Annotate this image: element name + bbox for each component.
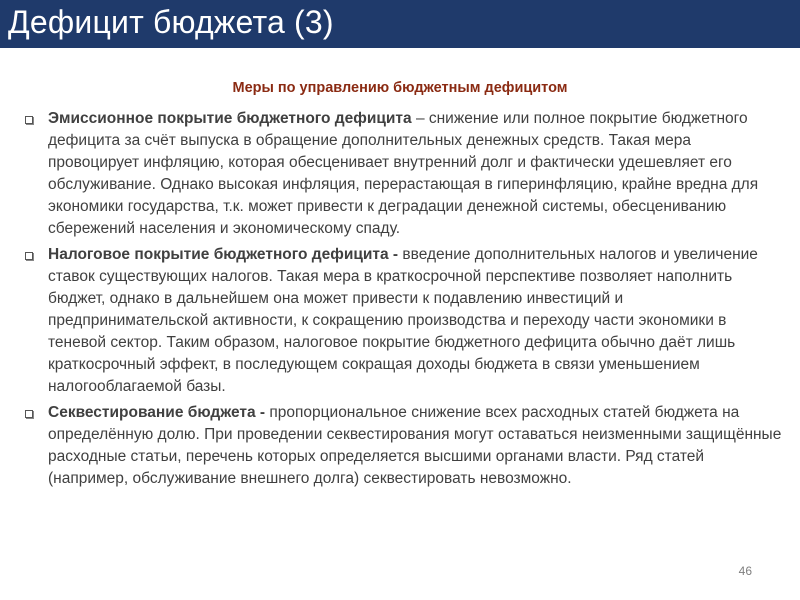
square-bullet-icon	[25, 116, 33, 124]
square-bullet-icon	[25, 410, 33, 418]
title-bar	[0, 0, 800, 48]
page-number: 46	[738, 564, 752, 578]
bullet-term: Налоговое покрытие бюджетного дефицита -	[48, 246, 399, 263]
slide-subtitle: Меры по управлению бюджетным дефицитом	[232, 80, 568, 96]
bullet-item-sequestration	[22, 402, 782, 490]
bullet-list	[22, 108, 782, 494]
bullet-text: – снижение или полное покрытие бюджетного дефицита за счёт выпуска в обращение дополнительных денежных средств. Такая мера провоцирует инфляцию, которая обесценивает внутренний долг и фактически удешевляет его обслуживание. Однако высокая инфляция, перерастающая в гиперинфляцию, крайне вредна для экономики государства, т.к. может привести к деградации денежной системы, обесцениванию сбережений населения и экономическому спаду.	[48, 110, 759, 237]
bullet-text: пропорциональное снижение всех расходных статей бюджета на определённую долю. При проведении секвестирования могут оставаться неизменными защищённые расходные статьи, перечень которых определяется высшими органами власти. Ряд статей (например, обслуживание внешнего долга) секвестировать невозможно.	[48, 404, 782, 487]
slide-title: Дефицит бюджета (3)	[8, 4, 334, 40]
bullet-term: Секвестирование бюджета -	[48, 404, 266, 421]
bullet-item-tax	[22, 244, 782, 398]
square-bullet-icon	[25, 252, 33, 260]
bullet-term: Эмиссионное покрытие бюджетного дефицита	[48, 110, 412, 127]
bullet-item-emission	[22, 108, 782, 240]
bullet-text: введение дополнительных налогов и увеличение ставок существующих налогов. Такая мера в краткосрочной перспективе позволяет наполнить бюджет, однако в дальнейшем она может привести к подавлению инвестиций и предпринимательской активности, к сокращению производства и переходу части экономики в теневой сектор. Таким образом, налоговое покрытие бюджетного дефицита обычно даёт лишь краткосрочный эффект, в последующем сокращая доходы бюджета в связи уменьшением налогооблагаемой базы.	[48, 246, 758, 395]
